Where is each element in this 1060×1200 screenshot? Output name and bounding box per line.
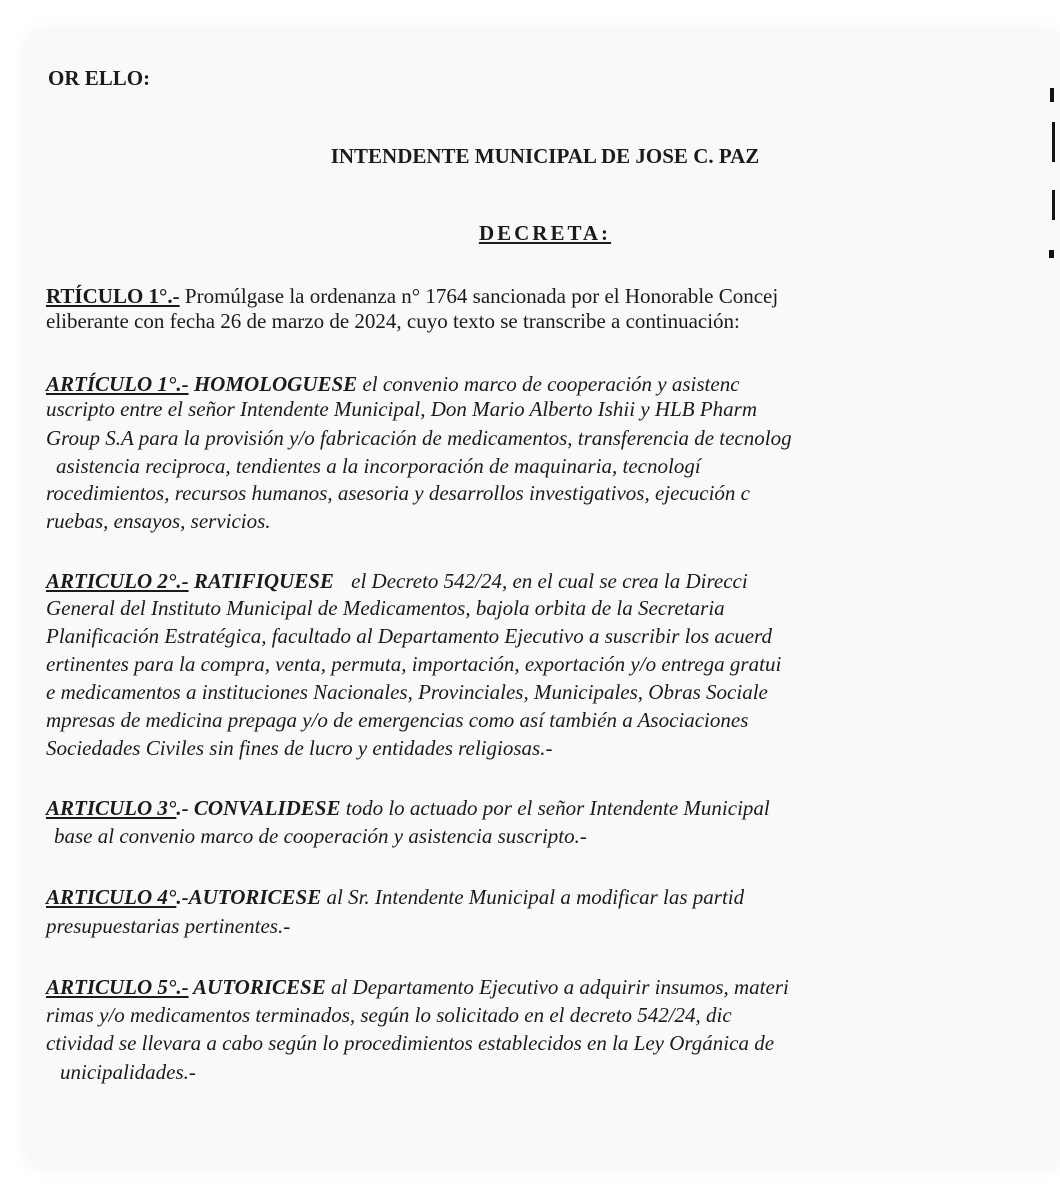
authority-heading: INTENDENTE MUNICIPAL DE JOSE C. PAZ xyxy=(330,144,760,168)
decree-article-1-line-2: eliberante con fecha 26 de marzo de 2024, cuyo texto se transcribe a continuación: xyxy=(46,309,740,333)
ordinance-article-1-text: el convenio marco de cooperación y asistenc xyxy=(357,372,740,396)
por-ello-heading: OR ELLO: xyxy=(48,66,151,90)
decree-article-1-label: RTÍCULO 1°.- xyxy=(46,284,180,308)
decreta-heading: DECRETA: xyxy=(478,221,612,245)
ordinance-article-4-line-1 xyxy=(46,885,1060,909)
ordinance-article-2-line-7: Sociedades Civiles sin fines de lucro y entidades religiosas.- xyxy=(46,736,553,760)
ordinance-article-5-label: ARTICULO 5°.- xyxy=(46,975,189,999)
ordinance-article-4-keyword: .-AUTORICESE xyxy=(176,885,322,909)
scan-edge-mark xyxy=(1052,122,1055,162)
ordinance-article-4-line-2: presupuestarias pertinentes.- xyxy=(46,914,291,938)
ordinance-article-2-line-1 xyxy=(46,569,1060,593)
ordinance-article-5-text: al Departamento Ejecutivo a adquirir insumos, materi xyxy=(325,975,789,999)
ordinance-article-2-line-4: ertinentes para la compra, venta, permuta, importación, exportación y/o entrega gratui xyxy=(46,652,782,676)
scan-edge-mark xyxy=(1049,250,1054,258)
ordinance-article-1-keyword: HOMOLOGUESE xyxy=(193,372,358,396)
ordinance-article-5-keyword: AUTORICESE xyxy=(188,975,326,999)
ordinance-article-2-line-5: e medicamentos a instituciones Nacionales, Provinciales, Municipales, Obras Sociale xyxy=(46,680,768,704)
ordinance-article-3-text: todo lo actuado por el señor Intendente Municipal xyxy=(340,796,770,820)
ordinance-article-4-text: al Sr. Intendente Municipal a modificar las partid xyxy=(321,885,745,909)
ordinance-article-5-line-2: rimas y/o medicamentos terminados, según lo solicitado en el decreto 542/24, dic xyxy=(46,1003,732,1027)
ordinance-article-2-label: ARTICULO 2°.- xyxy=(46,569,189,593)
scan-edge-mark xyxy=(1052,190,1055,220)
decree-article-1-text: Promúlgase la ordenanza n° 1764 sancionada por el Honorable Concej xyxy=(179,284,779,308)
ordinance-article-3-line-1 xyxy=(46,796,1060,820)
ordinance-article-2-line-3: Planificación Estratégica, facultado al Departamento Ejecutivo a suscribir los acuerd xyxy=(46,624,772,648)
ordinance-article-2-text: el Decreto 542/24, en el cual se crea la Direcci xyxy=(351,569,748,593)
ordinance-article-4-label: ARTICULO 4° xyxy=(46,885,177,909)
decree-article-1-line-1 xyxy=(46,284,1060,308)
ordinance-article-5-line-3: ctividad se llevara a cabo según lo procedimientos establecidos en la Ley Orgánica de xyxy=(46,1031,775,1055)
ordinance-article-1-line-4: asistencia reciproca, tendientes a la incorporación de maquinaria, tecnologí xyxy=(56,454,701,478)
ordinance-article-5-line-4: unicipalidades.- xyxy=(60,1060,196,1084)
ordinance-article-1-line-3: Group S.A para la provisión y/o fabricación de medicamentos, transferencia de tecnolog xyxy=(46,426,792,450)
scan-edge-mark xyxy=(1050,88,1054,102)
ordinance-article-1-line-6: ruebas, ensayos, servicios. xyxy=(46,509,271,533)
scanned-document-page xyxy=(30,34,1060,1164)
ordinance-article-5-line-1 xyxy=(46,975,1060,999)
ordinance-article-3-line-2: base al convenio marco de cooperación y asistencia suscripto.- xyxy=(54,824,587,848)
ordinance-article-3-keyword: .- CONVALIDESE xyxy=(176,796,341,820)
ordinance-article-1-line-1 xyxy=(46,372,1060,396)
ordinance-article-1-line-2: uscripto entre el señor Intendente Municipal, Don Mario Alberto Ishii y HLB Pharm xyxy=(46,397,757,421)
ordinance-article-2-keyword: RATIFIQUESE xyxy=(193,569,334,593)
ordinance-article-1-line-5: rocedimientos, recursos humanos, asesoria y desarrollos investigativos, ejecución c xyxy=(46,481,750,505)
ordinance-article-3-label: ARTICULO 3° xyxy=(46,796,177,820)
ordinance-article-2-line-6: mpresas de medicina prepaga y/o de emergencias como así también a Asociaciones xyxy=(46,708,749,732)
ordinance-article-2-line-2: General del Instituto Municipal de Medicamentos, bajola orbita de la Secretaria xyxy=(46,596,725,620)
ordinance-article-1-label: ARTÍCULO 1°.- xyxy=(46,372,189,396)
